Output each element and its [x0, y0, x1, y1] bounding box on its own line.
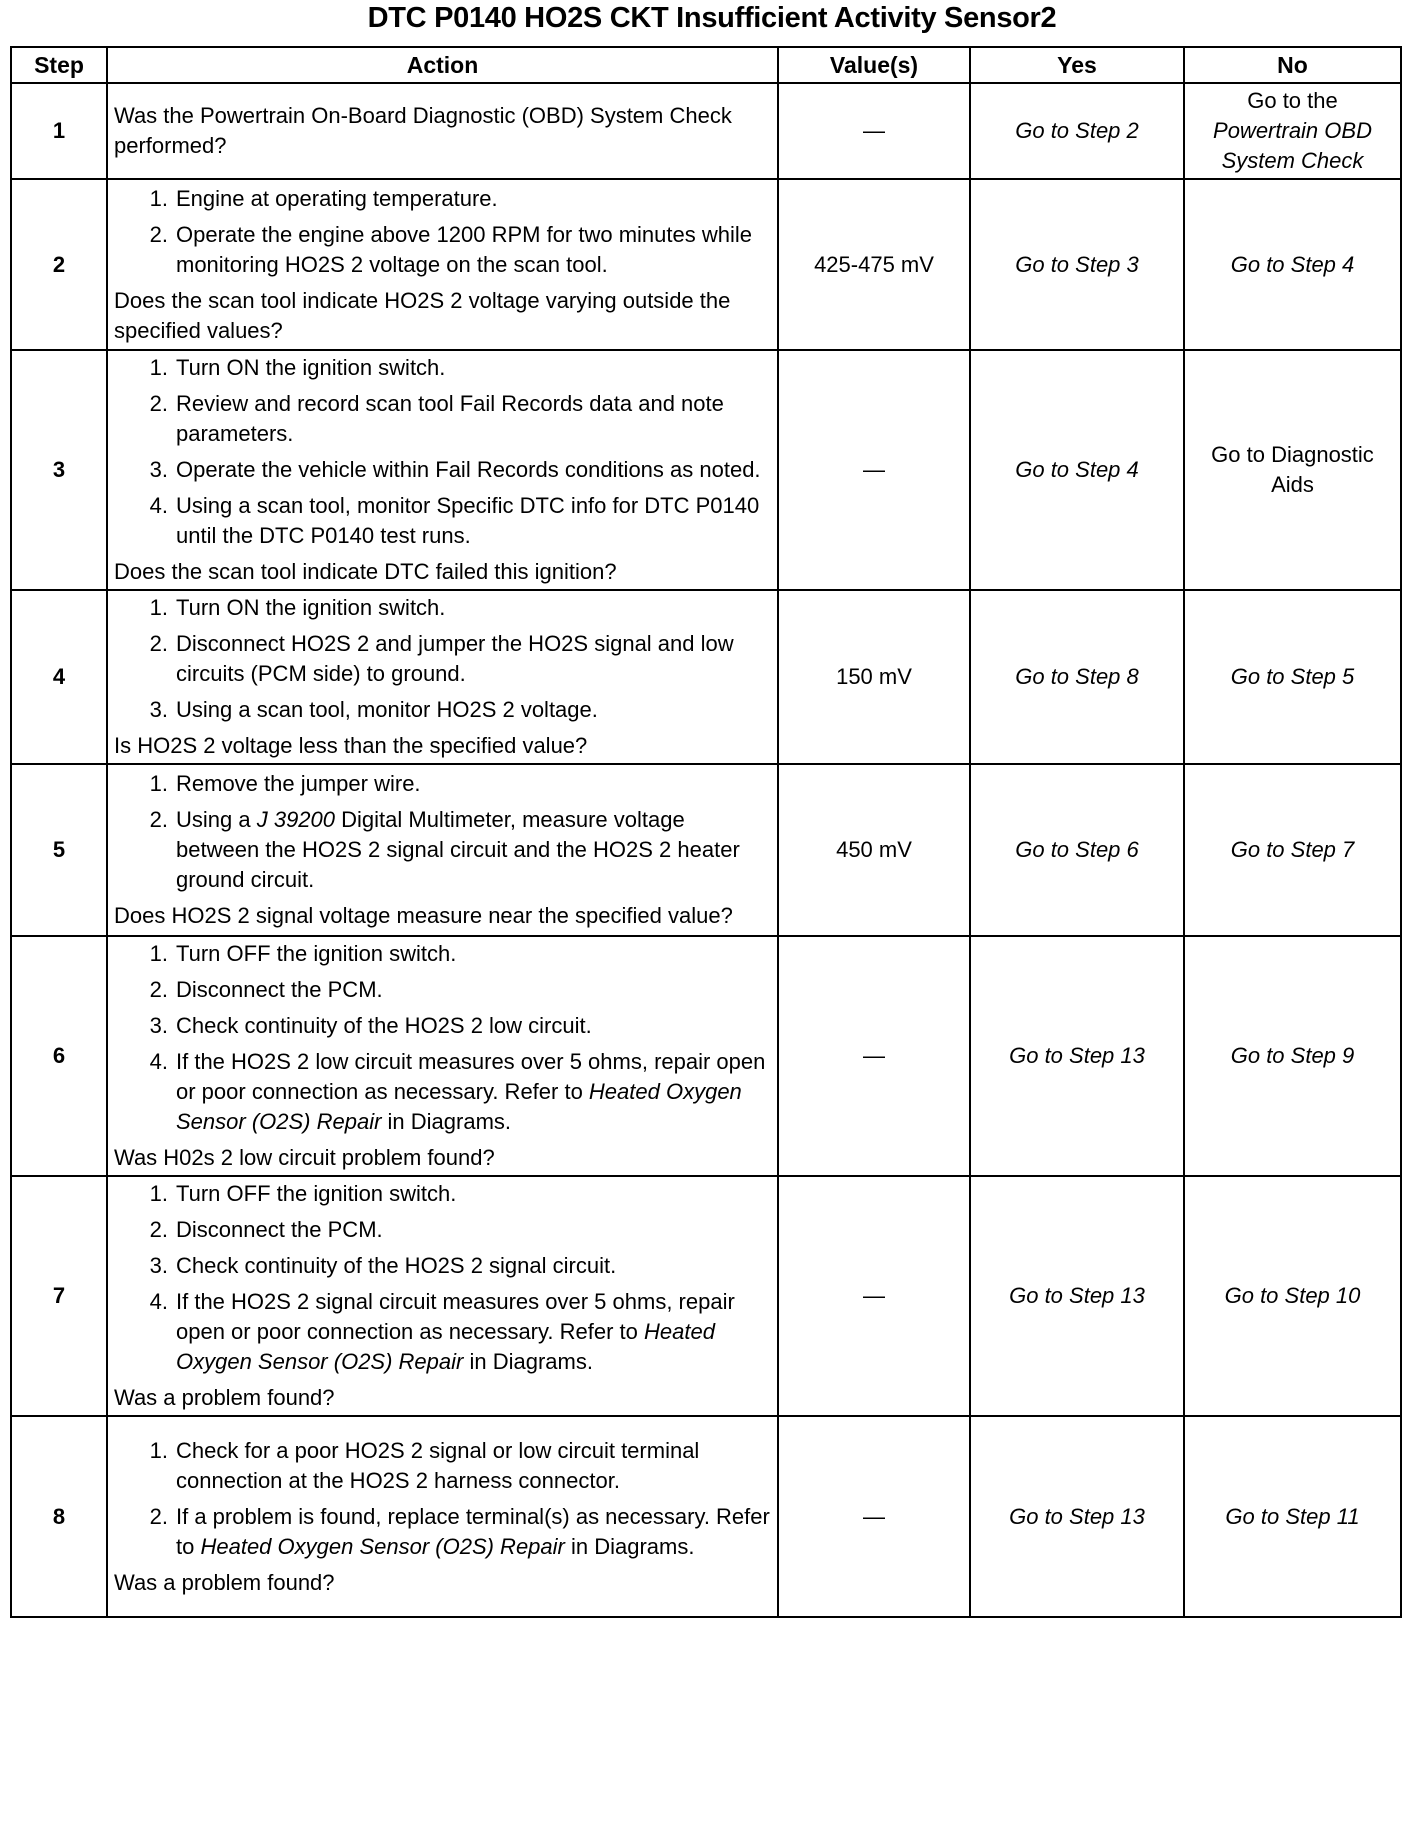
action-step-text [176, 805, 771, 895]
action-step [114, 455, 771, 485]
action-step-number: 2. [149, 221, 168, 247]
action-step-text-pre: Using a [176, 807, 257, 832]
diagnostic-table [10, 46, 1402, 1618]
no-cell: Go to Step 5 [1184, 590, 1401, 764]
table-row [11, 1416, 1401, 1617]
table-row [11, 179, 1401, 350]
action-step-number: 2. [149, 807, 168, 832]
action-question: Is HO2S 2 voltage less than the specified value? [114, 733, 588, 758]
step-number: 6 [11, 936, 107, 1176]
value-cell: — [778, 1416, 970, 1617]
reference-title: Heated Oxygen Sensor (O2S) Repair [176, 1319, 715, 1374]
value-cell: — [778, 83, 970, 179]
action-step-text: Check for a poor HO2S 2 signal or low circuit terminal connection at the HO2S 2 harness connector. [176, 1437, 700, 1493]
action-step-number: 1. [149, 771, 168, 796]
no-cell: Go to Step 11 [1184, 1416, 1401, 1617]
action-step-number: 4. [149, 1289, 168, 1314]
yes-cell: Go to Step 2 [970, 83, 1184, 179]
action-step [114, 939, 771, 969]
action-steps-list [114, 593, 771, 725]
action-question: Does HO2S 2 signal voltage measure near the specified value? [114, 903, 733, 928]
value-cell: 425-475 mV [778, 179, 970, 350]
action-step-number: 3. [149, 1253, 168, 1278]
action-step [114, 1287, 771, 1377]
action-step-number: 2. [149, 631, 168, 656]
no-cell: Go to Diagnostic Aids [1184, 350, 1401, 590]
action-step-text-post: in Diagrams. [564, 1533, 695, 1559]
value-cell: 450 mV [778, 764, 970, 936]
action-step-text: Disconnect the PCM. [176, 977, 383, 1002]
action-step-text: Engine at operating temperature. [176, 185, 498, 211]
action-step [114, 1215, 771, 1245]
action-step-text: Review and record scan tool Fail Records data and note parameters. [176, 391, 724, 446]
action-step [114, 1011, 771, 1041]
no-cell [1184, 83, 1401, 179]
action-steps-list [114, 1179, 771, 1377]
header-no: No [1184, 47, 1401, 83]
table-row [11, 590, 1401, 764]
action-step-text-post: in Diagrams. [463, 1349, 593, 1374]
action-step [114, 1179, 771, 1209]
action-step-number: 4. [149, 493, 168, 518]
table-row [11, 764, 1401, 936]
action-question: Does the scan tool indicate HO2S 2 voltage varying outside the specified values? [114, 287, 731, 343]
action-cell [107, 936, 778, 1176]
no-cell-line1: Go to the [1247, 88, 1338, 113]
action-step-text-post: Digital Multimeter, measure voltage between the HO2S 2 signal circuit and the HO2S 2 heater ground circuit. [176, 807, 740, 892]
action-step-text: Using a scan tool, monitor HO2S 2 voltage. [176, 697, 598, 722]
yes-cell: Go to Step 6 [970, 764, 1184, 936]
action-question: Does the scan tool indicate DTC failed this ignition? [114, 559, 617, 584]
action-step-text: Turn ON the ignition switch. [176, 595, 446, 620]
yes-cell: Go to Step 13 [970, 936, 1184, 1176]
action-step-text-pre: If the HO2S 2 low circuit measures over 5 ohms, repair open or poor connection as necessary. Refer to [176, 1049, 766, 1104]
yes-cell: Go to Step 3 [970, 179, 1184, 350]
value-cell: — [778, 1176, 970, 1416]
step-number: 8 [11, 1416, 107, 1617]
action-step-text-pre: If a problem is found, replace terminal(s) as necessary. Refer to [176, 1503, 770, 1559]
no-cell: Go to Step 10 [1184, 1176, 1401, 1416]
action-step-text [176, 1047, 771, 1137]
step-number: 5 [11, 764, 107, 936]
action-cell [107, 764, 778, 936]
action-step [114, 593, 771, 623]
no-cell: Go to Step 9 [1184, 936, 1401, 1176]
header-yes: Yes [970, 47, 1184, 83]
action-step [114, 184, 771, 214]
action-step-number: 3. [149, 457, 168, 482]
action-steps-list [114, 769, 771, 895]
page-title: DTC P0140 HO2S CKT Insufficient Activity Sensor2 [367, 2, 1057, 34]
action-step [114, 491, 771, 551]
step-number: 2 [11, 179, 107, 350]
action-step-number: 1. [149, 1437, 168, 1463]
reference-title: J 39200 [256, 807, 336, 832]
table-header-row [11, 47, 1401, 83]
action-step-text-post: in Diagrams. [381, 1109, 512, 1134]
action-step-text: Using a scan tool, monitor Specific DTC info for DTC P0140 until the DTC P0140 test runs. [176, 493, 760, 548]
action-step [114, 1436, 771, 1496]
action-cell [107, 83, 778, 179]
yes-cell: Go to Step 13 [970, 1416, 1184, 1617]
action-step [114, 353, 771, 383]
header-value: Value(s) [778, 47, 970, 83]
action-cell [107, 590, 778, 764]
step-number: 3 [11, 350, 107, 590]
table-row [11, 350, 1401, 590]
action-step-text: Operate the engine above 1200 RPM for two minutes while monitoring HO2S 2 voltage on the scan tool. [176, 221, 752, 277]
action-step-text: Remove the jumper wire. [176, 771, 421, 796]
value-cell: — [778, 936, 970, 1176]
action-step-text-pre: If the HO2S 2 signal circuit measures over 5 ohms, repair open or poor connection as necessary. Refer to [176, 1289, 735, 1344]
action-step [114, 805, 771, 895]
reference-title: Heated Oxygen Sensor (O2S) Repair [176, 1079, 742, 1134]
action-cell [107, 1416, 778, 1617]
action-step-number: 4. [149, 1049, 168, 1074]
no-cell: Go to Step 4 [1184, 179, 1401, 350]
action-question: Was H02s 2 low circuit problem found? [114, 1145, 495, 1170]
action-step-text [176, 1287, 771, 1377]
action-step-number: 1. [149, 941, 168, 966]
action-step-number: 1. [149, 185, 168, 211]
action-step-number: 3. [149, 1013, 168, 1038]
action-step [114, 769, 771, 799]
action-steps-list [114, 939, 771, 1137]
action-step-text: Turn ON the ignition switch. [176, 355, 446, 380]
header-action: Action [107, 47, 778, 83]
no-cell: Go to Step 7 [1184, 764, 1401, 936]
action-step-text: Disconnect the PCM. [176, 1217, 383, 1242]
action-question: Was a problem found? [114, 1569, 335, 1595]
no-cell-line2: Powertrain OBD System Check [1213, 118, 1372, 173]
step-number: 7 [11, 1176, 107, 1416]
yes-cell: Go to Step 4 [970, 350, 1184, 590]
action-steps-list [114, 353, 771, 551]
yes-cell: Go to Step 8 [970, 590, 1184, 764]
action-step-number: 1. [149, 595, 168, 620]
table-row [11, 83, 1401, 179]
action-step [114, 1502, 771, 1562]
action-step-text: Turn OFF the ignition switch. [176, 941, 457, 966]
action-step-text: Operate the vehicle within Fail Records conditions as noted. [176, 457, 761, 482]
reference-title: Heated Oxygen Sensor (O2S) Repair [200, 1533, 565, 1559]
action-cell [107, 179, 778, 350]
action-step-number: 2. [149, 1217, 168, 1242]
action-step-number: 1. [149, 1181, 168, 1206]
action-steps-list [114, 184, 771, 280]
action-step-number: 2. [149, 1503, 168, 1529]
action-question: Was the Powertrain On-Board Diagnostic (OBD) System Check performed? [114, 103, 732, 158]
action-cell [107, 1176, 778, 1416]
action-step [114, 220, 771, 280]
header-step: Step [11, 47, 107, 83]
action-step [114, 629, 771, 689]
action-step-number: 1. [149, 355, 168, 380]
yes-cell: Go to Step 13 [970, 1176, 1184, 1416]
action-step-text: Check continuity of the HO2S 2 signal circuit. [176, 1253, 617, 1278]
action-step [114, 695, 771, 725]
step-number: 1 [11, 83, 107, 179]
action-cell [107, 350, 778, 590]
action-step-text: Disconnect HO2S 2 and jumper the HO2S signal and low circuits (PCM side) to ground. [176, 631, 734, 686]
action-step-text [176, 1502, 771, 1562]
action-step [114, 975, 771, 1005]
value-cell: — [778, 350, 970, 590]
action-step-number: 2. [149, 391, 168, 416]
action-step-number: 2. [149, 977, 168, 1002]
action-steps-list [114, 1436, 771, 1562]
table-row [11, 1176, 1401, 1416]
action-step-text: Check continuity of the HO2S 2 low circuit. [176, 1013, 592, 1038]
action-step-text: Turn OFF the ignition switch. [176, 1181, 457, 1206]
action-step [114, 389, 771, 449]
step-number: 4 [11, 590, 107, 764]
action-step [114, 1047, 771, 1137]
action-question: Was a problem found? [114, 1385, 335, 1410]
action-step [114, 1251, 771, 1281]
table-row [11, 936, 1401, 1176]
value-cell: 150 mV [778, 590, 970, 764]
action-step-number: 3. [149, 697, 168, 722]
